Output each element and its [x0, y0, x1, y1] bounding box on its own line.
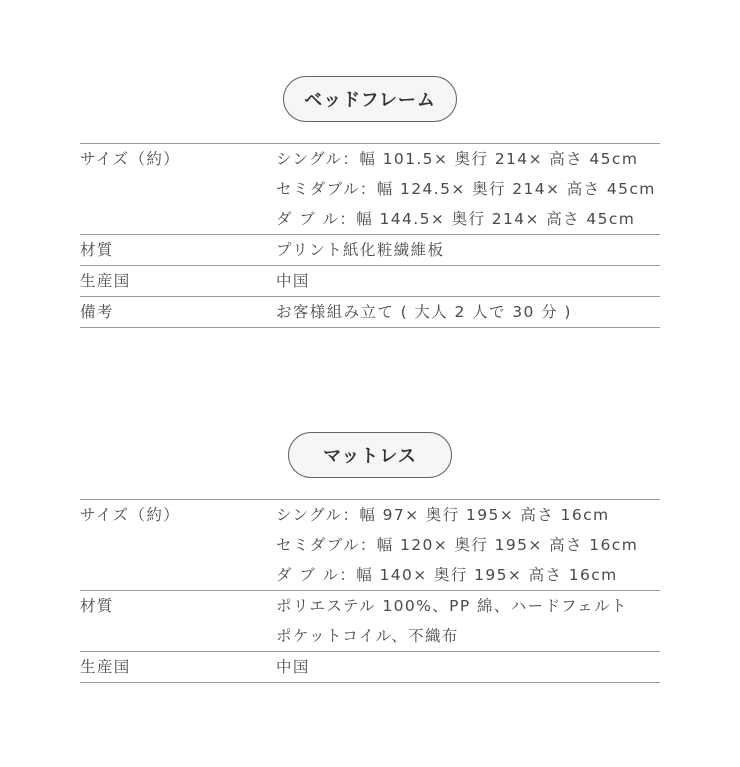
size-value: [276, 500, 660, 591]
material-value: プリント紙化粧繊維板: [276, 241, 445, 259]
material-value: [276, 591, 660, 652]
table-row: [80, 652, 660, 683]
size-line-single: シングル：幅 97× 奥行 195× 高さ 16cm: [276, 506, 610, 524]
table-row: [80, 144, 660, 235]
origin-label: 生産国: [80, 658, 131, 676]
table-row: [80, 500, 660, 591]
material-line-2: ポケットコイル、不織布: [276, 627, 459, 645]
bed-frame-heading: ベッドフレーム: [283, 76, 457, 122]
size-line-double: ダ ブ ル：幅 144.5× 奥行 214× 高さ 45cm: [276, 210, 636, 228]
table-row: [80, 266, 660, 297]
size-label: サイズ（約）: [80, 506, 181, 524]
notes-label: 備考: [80, 303, 114, 321]
table-row: [80, 235, 660, 266]
material-label: 材質: [80, 597, 114, 615]
size-value: [276, 144, 660, 235]
size-line-semi-double: セミダブル：幅 124.5× 奥行 214× 高さ 45cm: [276, 180, 656, 198]
size-line-double: ダ ブ ル：幅 140× 奥行 195× 高さ 16cm: [276, 566, 618, 584]
size-label: サイズ（約）: [80, 150, 181, 168]
origin-value: 中国: [276, 658, 310, 676]
table-row: [80, 297, 660, 328]
origin-label: 生産国: [80, 272, 131, 290]
table-row: [80, 591, 660, 652]
origin-value: 中国: [276, 272, 310, 290]
size-line-semi-double: セミダブル：幅 120× 奥行 195× 高さ 16cm: [276, 536, 639, 554]
bed-frame-spec-table: [80, 143, 660, 328]
mattress-heading: マットレス: [288, 432, 452, 478]
mattress-spec-table: [80, 499, 660, 683]
material-label: 材質: [80, 241, 114, 259]
material-line-1: ポリエステル 100%、PP 綿、ハードフェルト: [276, 597, 628, 615]
notes-value: お客様組み立て ( 大人 2 人で 30 分 ): [276, 303, 572, 321]
size-line-single: シングル：幅 101.5× 奥行 214× 高さ 45cm: [276, 150, 639, 168]
